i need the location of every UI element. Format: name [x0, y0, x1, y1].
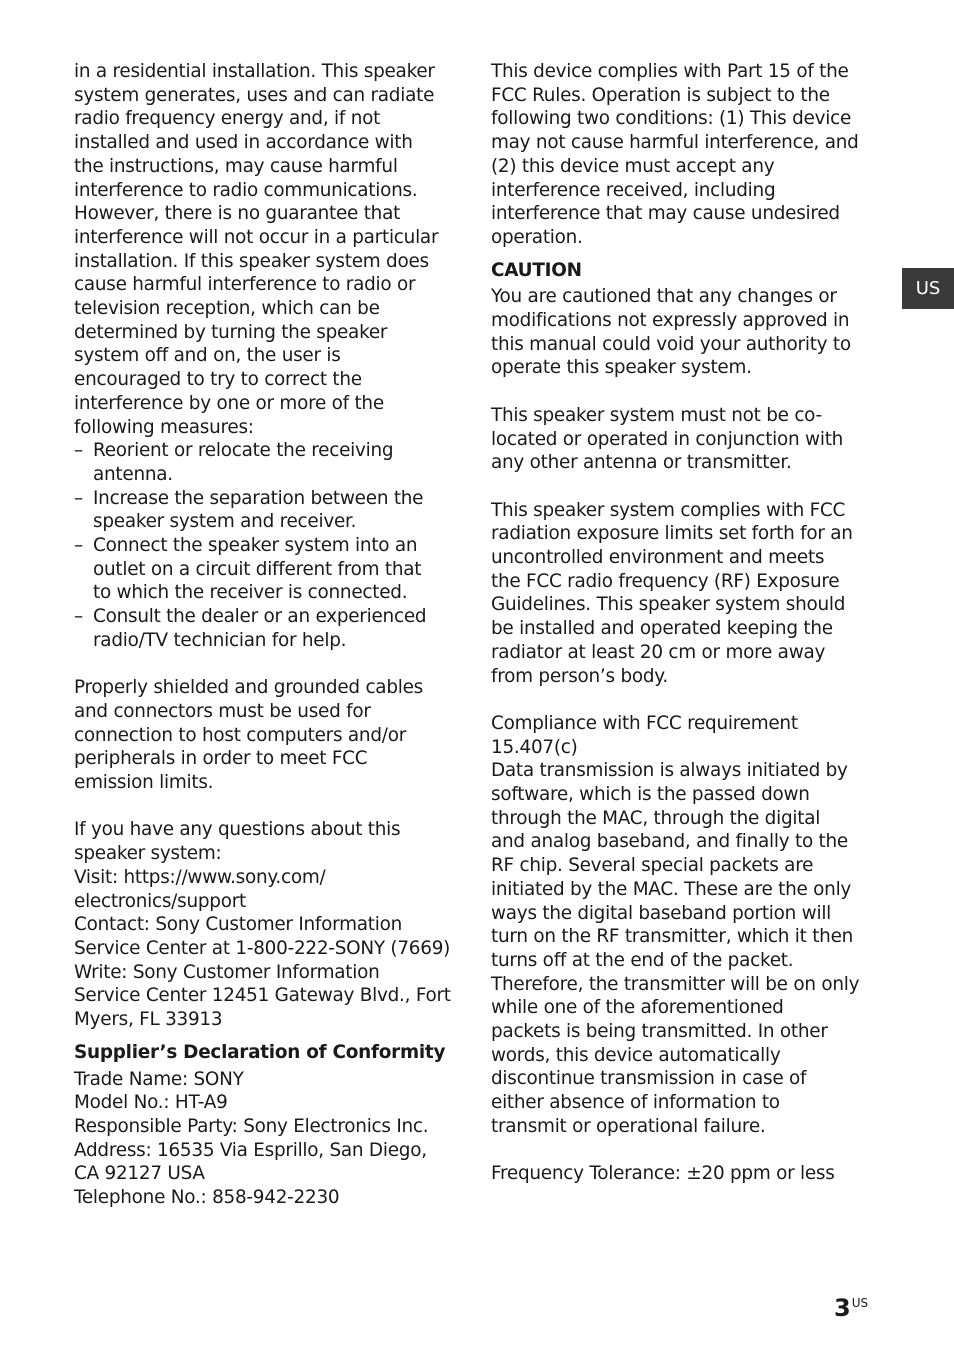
- list-item-line: radio/TV technician for help.: [93, 629, 347, 651]
- colocate-paragraph: [491, 404, 859, 475]
- text-line: initiated by the MAC. These are the only: [491, 878, 852, 900]
- dash-bullet: –: [74, 440, 83, 462]
- text-line: This device complies with Part 15 of the: [491, 61, 849, 82]
- page-number-value: 3: [834, 1294, 851, 1322]
- text-line: television reception, which can be: [74, 298, 380, 320]
- text-line: radio frequency energy and, if not: [74, 108, 381, 130]
- text-line: words, this device automatically: [491, 1044, 781, 1066]
- text-line: Data transmission is always initiated by: [491, 760, 848, 782]
- measures-list: [74, 439, 444, 652]
- text-line: installed and used in accordance with: [74, 132, 413, 154]
- text-line: ways the digital baseband portion will: [491, 902, 832, 924]
- cables-paragraph: [74, 676, 444, 795]
- text-line: radiator at least 20 cm or more away: [491, 641, 826, 663]
- text-line: either absence of information to: [491, 1092, 780, 1114]
- text-line: You are cautioned that any changes or: [491, 286, 837, 308]
- text-line: following two conditions: (1) This device: [491, 108, 852, 130]
- text-line: system off and on, the user is: [74, 345, 341, 367]
- list-item-line: Connect the speaker system into an: [93, 535, 418, 557]
- text-line: Contact: Sony Customer Information: [74, 914, 403, 936]
- text-line: while one of the aforementioned: [491, 997, 784, 1019]
- dash-bullet: –: [74, 535, 83, 557]
- language-tab-label: US: [915, 278, 941, 299]
- text-line: encouraged to try to correct the: [74, 369, 362, 391]
- text-line: determined by turning the speaker: [74, 321, 388, 343]
- list-item-line: Consult the dealer or an experienced: [93, 606, 427, 628]
- text-line: Address: 16535 Via Esprillo, San Diego,: [74, 1139, 427, 1161]
- text-line: 15.407(c): [491, 736, 578, 758]
- text-line: discontinue transmission in case of: [491, 1068, 807, 1090]
- text-line: operate this speaker system.: [491, 357, 752, 379]
- text-line: However, there is no guarantee that: [74, 203, 401, 225]
- text-line: software, which is the passed down: [491, 784, 810, 806]
- text-line: peripherals in order to meet FCC: [74, 748, 368, 770]
- text-line: interference received, including: [491, 179, 776, 201]
- text-line: located or operated in conjunction with: [491, 428, 844, 450]
- text-line: operation.: [491, 226, 583, 248]
- text-line: installation. If this speaker system does: [74, 250, 429, 272]
- text-line: uncontrolled environment and meets: [491, 547, 825, 569]
- text-line: turns off at the end of the packet.: [491, 949, 794, 971]
- text-line: Write: Sony Customer Information: [74, 961, 380, 983]
- text-line: connection to host computers and/or: [74, 724, 407, 746]
- page-number: [834, 1294, 868, 1322]
- text-line: electronics/support: [74, 890, 246, 912]
- list-item-line: outlet on a circuit different from that: [93, 558, 422, 580]
- list-item-line: speaker system and receiver.: [93, 511, 357, 533]
- list-item: [74, 487, 444, 534]
- list-item: [74, 439, 444, 486]
- text-line: packets is being transmitted. In other: [491, 1021, 828, 1043]
- text-line: Service Center at 1-800-222-SONY (7669): [74, 937, 451, 959]
- text-line: Service Center 12451 Gateway Blvd., Fort: [74, 985, 451, 1007]
- list-item: [74, 605, 444, 652]
- radiation-paragraph: [491, 499, 859, 689]
- text-line: interference will not occur in a particular: [74, 226, 439, 248]
- intro-paragraph: [74, 60, 444, 439]
- text-line: This speaker system complies with FCC: [491, 499, 846, 521]
- list-item-line: antenna.: [93, 463, 173, 485]
- text-line: interference to radio communications.: [74, 179, 418, 201]
- text-line: If you have any questions about this: [74, 819, 401, 841]
- text-line: speaker system:: [74, 843, 222, 865]
- sdoc-heading: Supplier’s Declaration of Conformity: [74, 1041, 446, 1063]
- text-line: CA 92127 USA: [74, 1163, 205, 1185]
- text-line: through the MAC, through the digital: [491, 807, 821, 829]
- dash-bullet: –: [74, 487, 83, 509]
- text-line: and connectors must be used for: [74, 700, 371, 722]
- list-item-line: Reorient or relocate the receiving: [93, 440, 394, 462]
- text-line: Trade Name: SONY: [74, 1068, 244, 1090]
- text-line: turn on the RF transmitter, which it then: [491, 926, 854, 948]
- text-line: Visit: https://www.sony.com/: [74, 866, 326, 888]
- text-line: Telephone No.: 858-942-2230: [74, 1187, 340, 1209]
- text-line: Therefore, the transmitter will be on only: [491, 973, 860, 995]
- text-line: FCC Rules. Operation is subject to the: [491, 84, 830, 106]
- list-item-line: Increase the separation between the: [93, 487, 424, 509]
- text-line: Compliance with FCC requirement: [491, 712, 798, 734]
- dash-bullet: –: [74, 606, 83, 628]
- text-line: Properly shielded and grounded cables: [74, 677, 423, 699]
- text-line: Frequency Tolerance: ±20 ppm or less: [491, 1163, 835, 1185]
- part15-paragraph: [491, 60, 859, 250]
- text-line: be installed and operated keeping the: [491, 618, 833, 640]
- caution-heading: CAUTION: [491, 259, 582, 281]
- sdoc-paragraph: [74, 1068, 444, 1210]
- list-item: [74, 534, 444, 605]
- text-line: emission limits.: [74, 772, 214, 794]
- left-column: [74, 60, 451, 1210]
- text-line: any other antenna or transmitter.: [491, 452, 792, 474]
- text-line: interference by one or more of the: [74, 392, 384, 414]
- right-column: [491, 60, 859, 1186]
- text-line: interference that may cause undesired: [491, 203, 840, 225]
- text-line: may not cause harmful interference, and: [491, 132, 859, 154]
- list-item-line: to which the receiver is connected.: [93, 582, 408, 604]
- text-line: Myers, FL 33913: [74, 1009, 223, 1031]
- text-line: the instructions, may cause harmful: [74, 155, 398, 177]
- contact-paragraph: [74, 818, 451, 1031]
- text-line: following measures:: [74, 416, 254, 438]
- text-line: in a residential installation. This speaker: [74, 61, 435, 82]
- text-line: modifications not expressly approved in: [491, 310, 850, 332]
- text-line: from person’s body.: [491, 665, 668, 687]
- text-line: Guidelines. This speaker system should: [491, 594, 846, 616]
- language-tab: [902, 268, 954, 309]
- tolerance-paragraph: [491, 1162, 859, 1186]
- caution-paragraph: [491, 285, 859, 380]
- text-line: the FCC radio frequency (RF) Exposure: [491, 570, 840, 592]
- compliance-paragraph: [491, 712, 859, 1139]
- text-line: (2) this device must accept any: [491, 155, 775, 177]
- text-line: This speaker system must not be co-: [491, 404, 822, 426]
- page-number-suffix: US: [851, 1296, 869, 1310]
- text-line: system generates, uses and can radiate: [74, 84, 435, 106]
- text-line: Model No.: HT-A9: [74, 1092, 228, 1114]
- text-line: and analog baseband, and finally to the: [491, 831, 848, 853]
- text-line: RF chip. Several special packets are: [491, 855, 814, 877]
- text-line: this manual could void your authority to: [491, 333, 851, 355]
- text-line: Responsible Party: Sony Electronics Inc.: [74, 1115, 429, 1137]
- text-line: transmit or operational failure.: [491, 1115, 766, 1137]
- text-line: radiation exposure limits set forth for an: [491, 523, 853, 545]
- text-line: cause harmful interference to radio or: [74, 274, 416, 296]
